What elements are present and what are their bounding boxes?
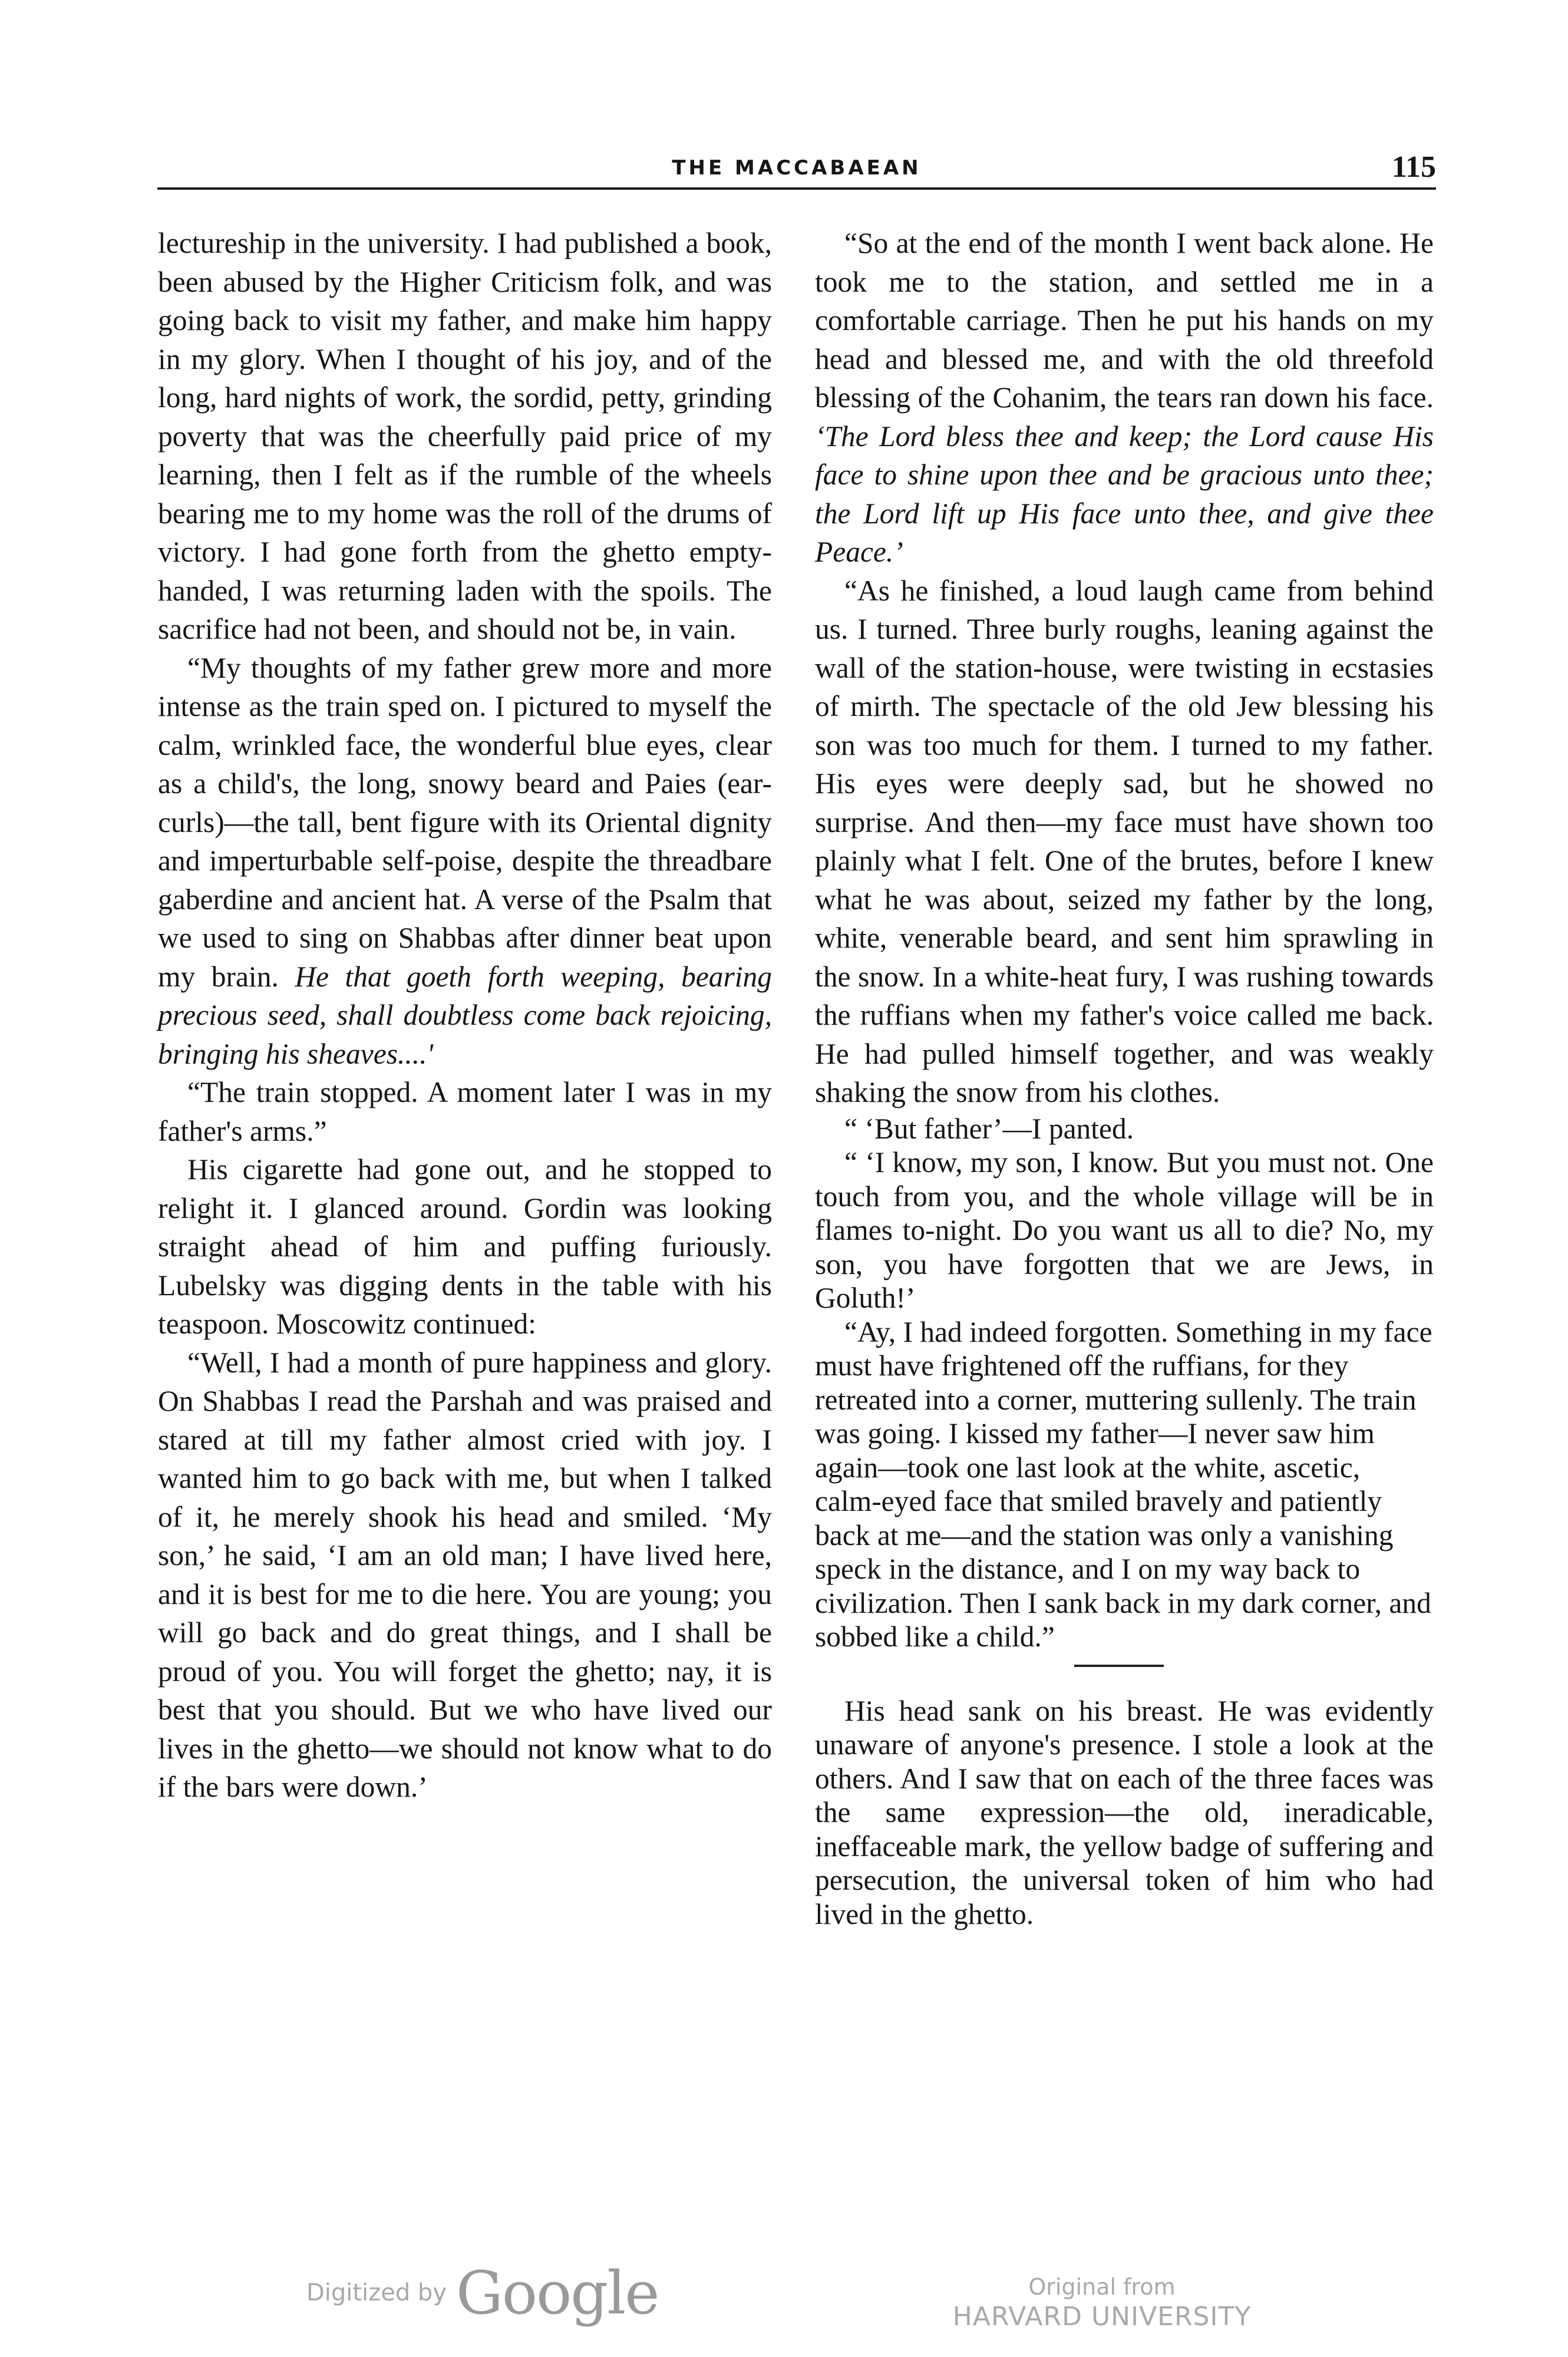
paragraph: “Well, I had a month of pure happiness and glory. On Shabbas I read the Parshah and was praised and stared at till my father almost cried with joy. I wanted him to go back with me, but when I talked of it, he merely shook his head and smiled. ‘My son,’ he said, ‘I am an old man; I have lived here, and it is best for me to die here. You are young; you will go back and do great things, and I shall be proud of you. You will forget the ghetto; nay, it is best that you should. But we who have lived our lives in the ghetto—we should not know what to do if the bars were down.’ — [158, 1346, 772, 1803]
paragraph-text: “My thoughts of my father grew more and more intense as the train sped on. I pictured to myself the calm, wrinkled face, the wonderful blue eyes, clear as a child's, the long, snowy beard and Paies (ear-curls)—the tall, bent figure with its Oriental dignity and imperturbable self-poise, despite the threadbare gaberdine and ancient hat. A verse of the Psalm that we used to sing on Shabbas after dinner beat upon my brain. — [158, 651, 772, 993]
paragraph: lectureship in the university. I had published a book, been abused by the Higher Criticism folk, and was going back to visit my father, and make him happy in my glory. When I thought of his joy, and of the long, hard nights of work, the sordid, petty, grinding poverty that was the cheerfully paid price of my learning, then I felt as if the rumble of the wheels bearing me to my home was the roll of the drums of victory. I had gone forth from the ghetto empty-handed, I was returning laden with the spoils. The sacrifice had not been, and should not be, in vain. — [158, 227, 772, 645]
paragraph-text: “So at the end of the month I went back alone. He took me to the station, and settled me in a comfortable carriage. Then he put his hands on my head and blessed me, and with the old threefold blessing of the Cohanim, the tears ran down his face. — [815, 227, 1434, 414]
paragraph — [815, 224, 1434, 572]
paragraph: “Ay, I had indeed forgotten. Something in my face must have frightened off the ruffians, for they retreated into a corner, muttering sullenly. The train was going. I kissed my father—I never saw him again—took one last look at the white, ascetic, calm-eyed face that smiled bravely and patiently back at me—and the station was only a vanishing speck in the distance, and I on my way back to civilization. Then I sank back in my dark corner, and sobbed like a child.” — [815, 1315, 1432, 1653]
paragraph: His head sank on his breast. He was evidently unaware of anyone's presence. I stole a look at the others. And I saw that on each of the three faces was the same expression—the old, ineradicable, ineffaceable mark, the yellow badge of suffering and persecution, the universal token of him who had lived in the ghetto. — [815, 1694, 1434, 1930]
source-watermark — [949, 2273, 1255, 2333]
header-rule — [157, 187, 1436, 190]
paragraph — [158, 649, 772, 1074]
right-column — [815, 224, 1434, 1931]
digitized-by-label: Digitized by — [306, 2279, 447, 2306]
running-title: THE MACCABAEAN — [672, 156, 922, 180]
blessing-text: ‘The Lord bless thee and keep; the Lord cause His face to shine upon thee and be gracious unto thee; the Lord lift up His face unto thee, and give thee Peace.’ — [815, 420, 1434, 568]
original-from-label: Original from — [1028, 2274, 1176, 2300]
google-logo: Google — [456, 2258, 659, 2328]
section-divider — [815, 1654, 1434, 1694]
page-number: 115 — [1391, 150, 1436, 184]
paragraph: “ ‘I know, my son, I know. But you must not. One touch from you, and the whole village will be in flames to-night. Do you want us all to die? No, my son, you have forgotten that we are Jews, in Goluth!’ — [815, 1146, 1434, 1314]
psalm-verse: He that goeth forth weeping, bearing precious seed, shall doubtless come back rejoicing, bringing his sheaves....' — [158, 960, 772, 1070]
paragraph: “As he finished, a loud laugh came from behind us. I turned. Three burly roughs, leaning against the wall of the station-house, were twisting in ecstasies of mirth. The spectacle of the old Jew blessing his son was too much for them. I turned to my father. His eyes were deeply sad, but he showed no surprise. And then—my face must have shown too plainly what I felt. One of the brutes, before I knew what he was about, seized my father by the long, white, venerable beard, and sent him sprawling in the snow. In a white-heat fury, I was rushing towards the ruffians when my father's voice called me back. He had pulled himself together, and was weakly shaking the snow from his clothes. — [815, 574, 1434, 1108]
paragraph: His cigarette had gone out, and he stopped to relight it. I glanced around. Gordin was looking straight ahead of him and puffing furiously. Lubelsky was digging dents in the table with his teaspoon. Moscowitz continued: — [158, 1153, 772, 1340]
left-column — [158, 224, 772, 1807]
page-header — [157, 150, 1436, 184]
digitized-watermark — [306, 2258, 659, 2328]
paragraph: “ ‘But father’—I panted. — [844, 1112, 1134, 1145]
institution-label: HARVARD UNIVERSITY — [952, 2302, 1252, 2332]
section-rule — [1074, 1665, 1164, 1667]
paragraph: “The train stopped. A moment later I was in my father's arms.” — [158, 1076, 772, 1147]
